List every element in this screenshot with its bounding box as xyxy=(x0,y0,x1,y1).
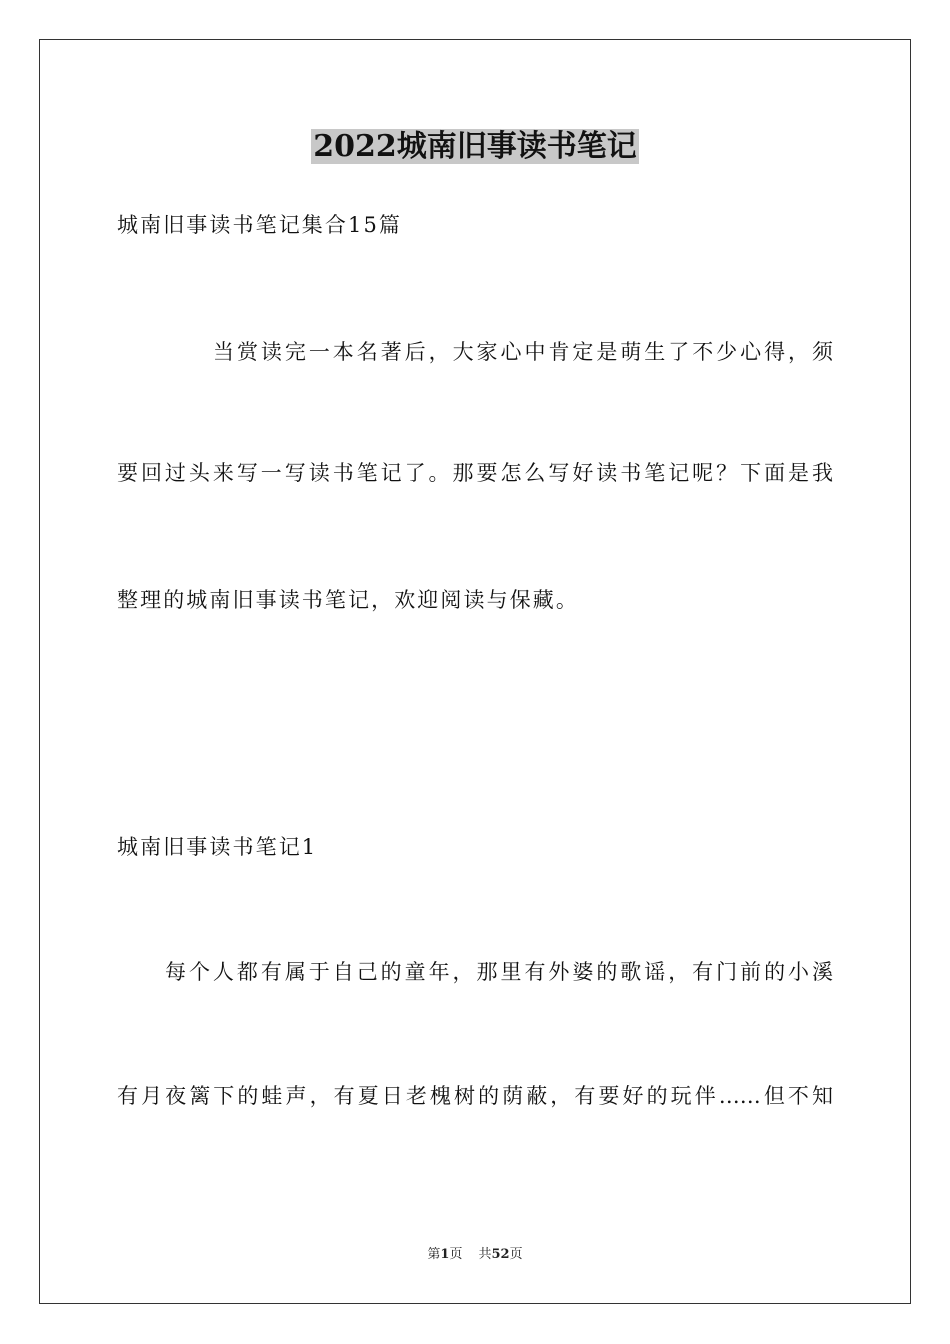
section-heading: 城南旧事读书笔记1 xyxy=(117,835,318,859)
footer-page-unit: 页 xyxy=(449,1247,463,1262)
intro-line-2: 要回过头来写一写读书笔记了。那要怎么写好读书笔记呢？下面是我 xyxy=(117,461,833,485)
footer-total-unit: 页 xyxy=(509,1247,523,1262)
footer-page-current: 1 xyxy=(440,1247,450,1262)
body-line-2: 有月夜篱下的蛙声，有夏日老槐树的荫蔽，有要好的玩伴……但不知 xyxy=(117,1084,833,1108)
document-title xyxy=(0,126,950,168)
footer-page-total: 52 xyxy=(491,1247,510,1262)
intro-line-1: 当赏读完一本名著后，大家心中肯定是萌生了不少心得，须 xyxy=(213,340,833,364)
intro-line-3: 整理的城南旧事读书笔记，欢迎阅读与保藏。 xyxy=(117,588,579,612)
footer-page-prefix: 第 xyxy=(427,1247,441,1262)
page-footer xyxy=(0,1246,950,1264)
footer-total-prefix: 共 xyxy=(478,1247,492,1262)
document-title-text: 2022城南旧事读书笔记 xyxy=(313,129,637,164)
body-line-1: 每个人都有属于自己的童年，那里有外婆的歌谣，有门前的小溪 xyxy=(165,960,833,984)
document-subtitle: 城南旧事读书笔记集合15篇 xyxy=(117,213,403,237)
